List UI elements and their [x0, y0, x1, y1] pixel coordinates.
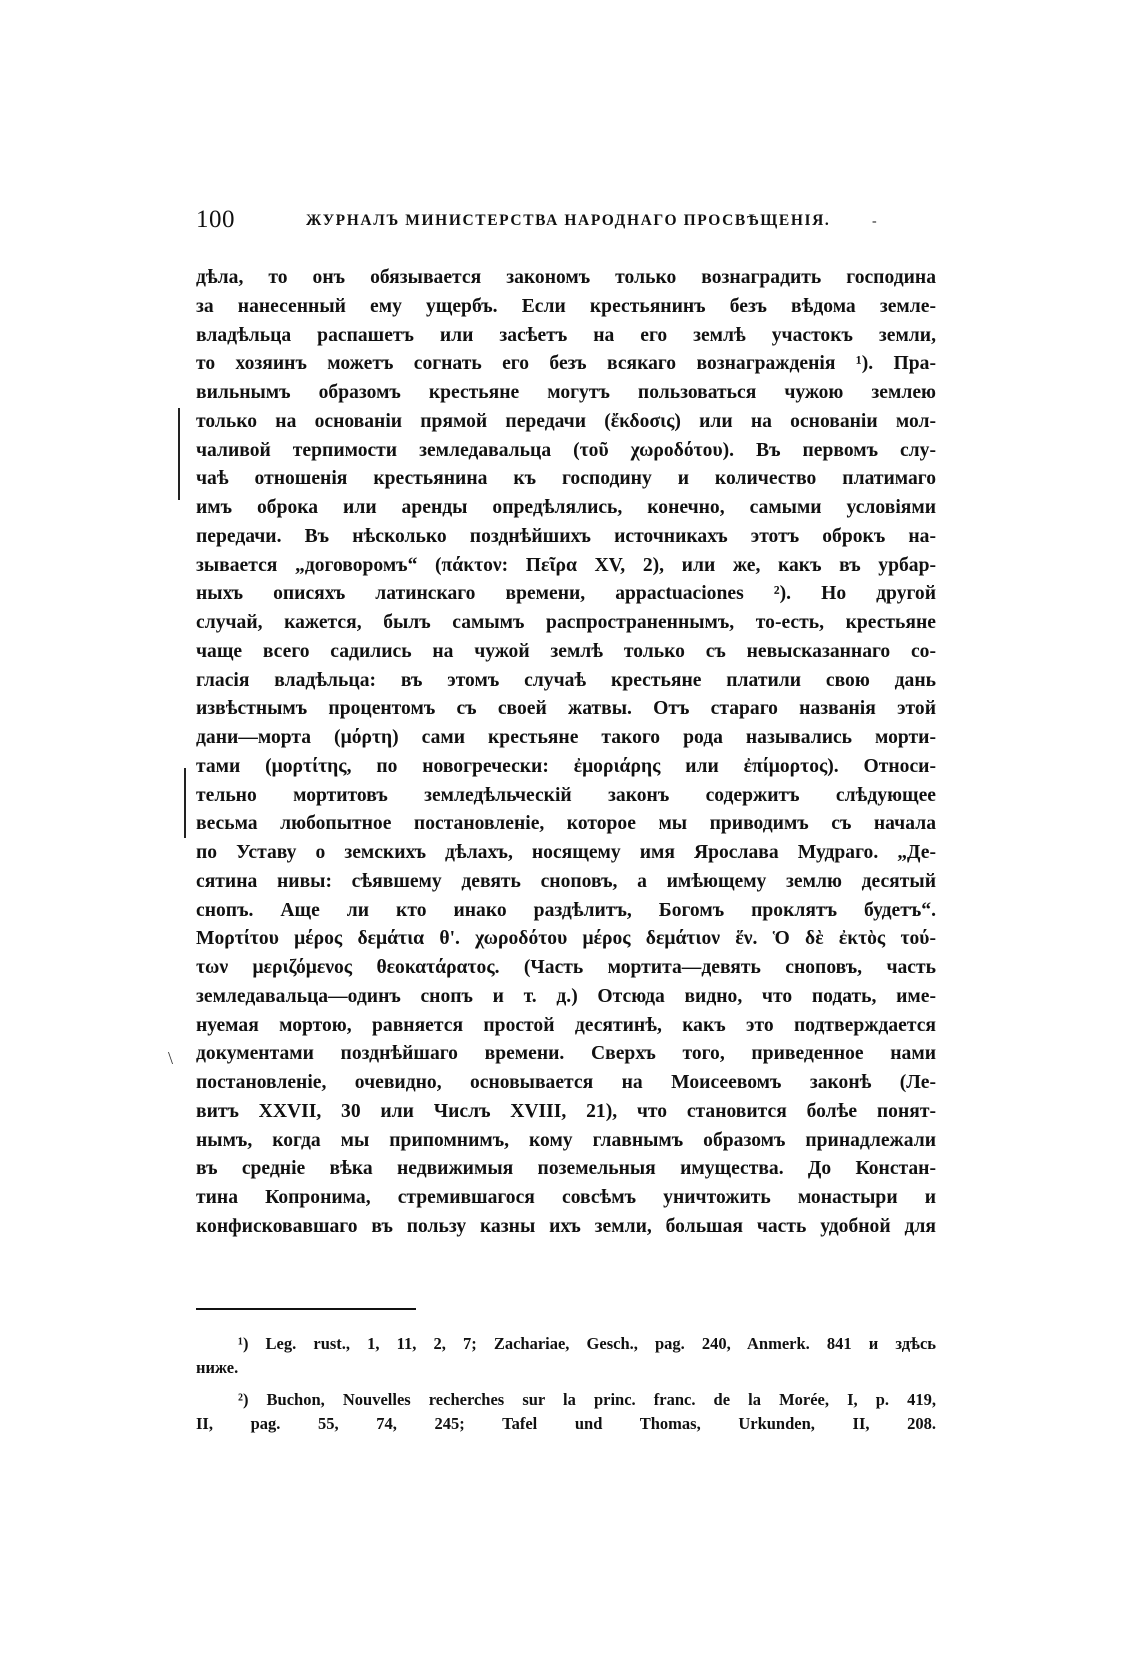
text-line: извѣстнымъ процентомъ съ своей жатвы. Отъ стараго названія этой	[196, 698, 936, 720]
text-line: тина Копронима, стремившагося совсѣмъ уничтожить монастыри и	[196, 1187, 936, 1208]
text-line: случай, кажется, былъ самымъ распространеннымъ, то-есть, крестьяне	[196, 612, 936, 633]
text-line: постановленіе, очевидно, основывается на Моисеевомъ законѣ (Ле-	[196, 1072, 936, 1093]
text-line: передачи. Въ нѣсколько позднѣйшихъ источникахъ этотъ оброкъ на-	[196, 525, 936, 547]
text-line: нуемая мортою, равняется простой десятинѣ, какъ это подтверждается	[196, 1014, 936, 1036]
running-title: ЖУРНАЛЪ МИНИСТЕРСТВА НАРОДНАГО ПРОСВѢЩЕНІЯ.	[306, 212, 831, 229]
text-line: дѣла, то онъ обязывается закономъ только вознаградить господина	[196, 267, 936, 288]
margin-bracket-mark	[178, 408, 180, 500]
text-line: имъ оброка или аренды опредѣлялись, конечно, самыми условіями	[196, 497, 936, 518]
header-mark: -	[872, 214, 877, 229]
text-line: сятина нивы: сѣявшему девять сноповъ, а имѣющему землю десятый	[196, 870, 936, 892]
body-text	[196, 264, 936, 1242]
text-line: снопъ. Аще ли кто инако раздѣлитъ, Богомъ проклятъ будетъ“.	[196, 899, 936, 921]
text-line: ныхъ описяхъ латинскаго времени, appactuaciones ²). Но другой	[196, 583, 936, 605]
text-line: весьма любопытное постановленіе, которое мы приводимъ съ начала	[196, 813, 936, 835]
text-line: владѣльца распашетъ или засѣетъ на его землѣ участокъ земли,	[196, 324, 936, 346]
footnote-line: ²) Buchon, Nouvelles recherches sur la princ. franc. de la Morée, I, p. 419,	[238, 1390, 936, 1409]
text-line: дани—морта (μόρτη) сами крестьяне такого рода назывались морти-	[196, 727, 936, 748]
text-line: зывается „договоромъ“ (πάκτον: Πεῖρα XV, 2), или же, какъ въ урбар-	[196, 554, 936, 576]
text-line: витъ XXVII, 30 или Числъ XVIII, 21), что становится болѣе понят-	[196, 1100, 936, 1122]
text-line: тельно мортитовъ земледѣльческій законъ содержитъ слѣдующее	[196, 784, 936, 806]
footnote-rule	[196, 1308, 416, 1310]
page-number: 100	[196, 206, 235, 233]
text-line: των μεριζόμενος θεοκατάρατος. (Часть мортита—девять сноповъ, часть	[196, 957, 936, 978]
text-line: чаѣ отношенія крестьянина къ господину и количество платимаго	[196, 468, 936, 490]
text-line: вильнымъ образомъ крестьяне могутъ пользоваться чужою землею	[196, 382, 936, 403]
text-line: въ средніе вѣка недвижимыя поземельныя имущества. До Констан-	[196, 1158, 936, 1180]
text-line: конфисковавшаго въ пользу казны ихъ земли, большая часть удобной для	[196, 1215, 936, 1237]
text-line: то хозяинъ можетъ согнать его безъ всякаго вознагражденія ¹). Пра-	[196, 353, 936, 375]
text-line: только на основаніи прямой передачи (ἔκδοσις) или на основаніи мол-	[196, 410, 936, 432]
footnote-line: ниже.	[196, 1358, 239, 1377]
page-header	[196, 206, 936, 240]
text-line: гласія владѣльца: въ этомъ случаѣ крестьяне платили свою дань	[196, 669, 936, 691]
text-line: нымъ, когда мы припомнимъ, кому главнымъ образомъ принадлежали	[196, 1129, 936, 1151]
text-line: документами позднѣйшаго времени. Сверхъ того, приведенное нами	[196, 1043, 936, 1065]
footnote-line: ¹) Leg. rust., 1, 11, 2, 7; Zachariae, Gesch., pag. 240, Anmerk. 841 и здѣсь	[238, 1334, 936, 1353]
text-line: земледавальца—одинъ снопъ и т. д.) Отсюда видно, что подать, име-	[196, 985, 936, 1007]
text-line: чаливой терпимости земледавальца (τοῦ χωροδότου). Въ первомъ слу-	[196, 439, 936, 461]
footnotes	[196, 1332, 936, 1436]
text-line: по Уставу о земскихъ дѣлахъ, носящему имя Ярослава Мудраго. „Де-	[196, 842, 936, 863]
margin-bracket-mark	[184, 768, 186, 838]
text-line: за нанесенный ему ущербъ. Если крестьянинъ безъ вѣдома земле-	[196, 295, 936, 317]
margin-slash-mark: \	[168, 1048, 174, 1068]
footnote-line: II, pag. 55, 74, 245; Tafel und Thomas, Urkunden, II, 208.	[196, 1414, 936, 1433]
footnote-gap	[196, 1380, 936, 1388]
text-line: тами (μορτίτης, по новогречески: ἐμοριάρης или ἐπίμορτος). Относи-	[196, 755, 936, 777]
text-line: чаще всего садились на чужой землѣ только съ невысказаннаго со-	[196, 640, 936, 662]
text-line: Μορτίτου μέρος δεμάτια θ'. χωροδότου μέρος δεμάτιον ἕν. Ὁ δὲ ἐκτὸς τού-	[196, 928, 936, 950]
margin-annotations	[170, 408, 190, 788]
